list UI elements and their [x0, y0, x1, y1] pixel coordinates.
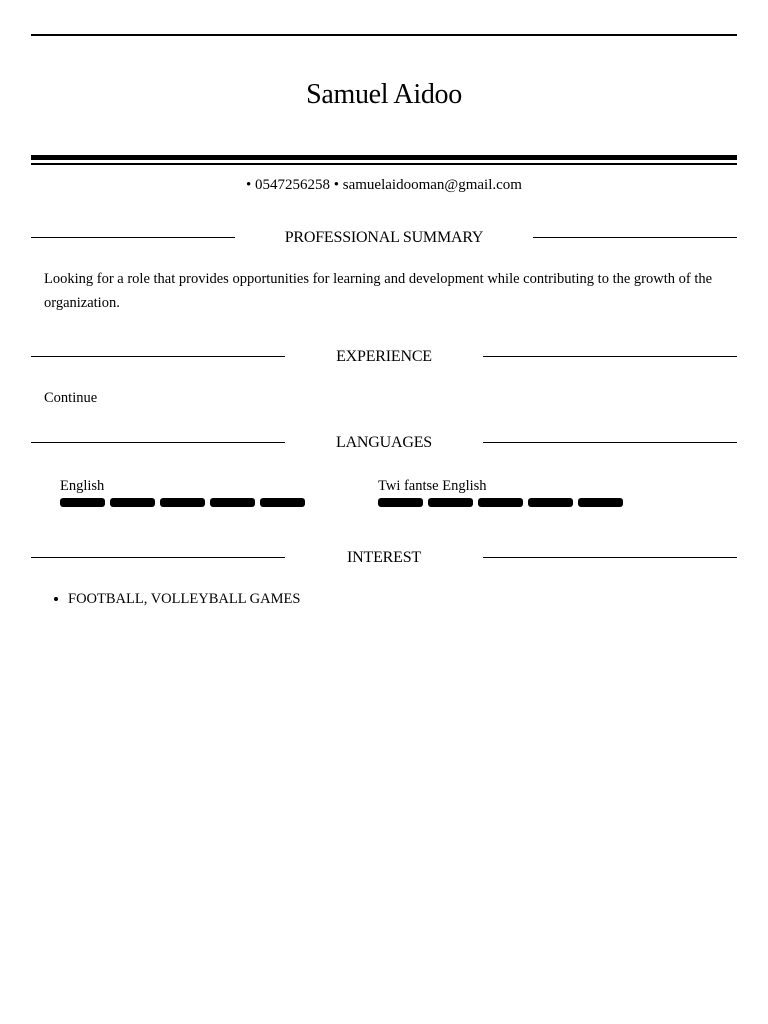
language-level-segment: [160, 498, 205, 507]
interest-title: INTEREST: [347, 549, 421, 566]
language-level-segment: [378, 498, 423, 507]
bullet-icon: [54, 597, 58, 601]
section-rule-right: [483, 356, 737, 357]
interest-list: [68, 589, 300, 609]
language-name: Twi fantse English: [378, 478, 487, 494]
language-level-segment: [578, 498, 623, 507]
language-level-bars: [378, 498, 638, 507]
language-item: [378, 477, 638, 507]
interest-text: FOOTBALL, VOLLEYBALL GAMES: [68, 591, 301, 607]
language-name: English: [60, 478, 105, 494]
language-item: [60, 477, 320, 507]
language-level-segment: [528, 498, 573, 507]
list-item: [68, 589, 300, 609]
experience-text: Continue: [44, 390, 98, 406]
section-rule-right: [533, 237, 737, 238]
languages-section-header: [31, 431, 737, 455]
languages-title: LANGUAGES: [336, 434, 432, 451]
contact-line: • 0547256258 • samuelaidooman@gmail.com: [246, 177, 522, 193]
language-level-segment: [428, 498, 473, 507]
language-level-segment: [210, 498, 255, 507]
header-divider-thin: [31, 163, 737, 165]
candidate-name: Samuel Aidoo: [306, 79, 462, 110]
language-level-segment: [260, 498, 305, 507]
section-rule-right: [483, 442, 737, 443]
experience-title: EXPERIENCE: [336, 348, 432, 365]
top-divider: [31, 34, 737, 36]
language-level-segment: [478, 498, 523, 507]
section-rule-right: [483, 557, 737, 558]
language-level-segment: [60, 498, 105, 507]
language-level-segment: [110, 498, 155, 507]
interest-section-header: [31, 546, 737, 570]
header-divider-thick: [31, 155, 737, 160]
experience-section-header: [31, 345, 737, 369]
summary-text: Looking for a role that provides opportunities for learning and development while contributing to the growth of the organization.: [44, 271, 713, 311]
summary-section-header: [31, 226, 737, 250]
summary-title: PROFESSIONAL SUMMARY: [284, 229, 484, 246]
language-level-bars: [60, 498, 320, 507]
